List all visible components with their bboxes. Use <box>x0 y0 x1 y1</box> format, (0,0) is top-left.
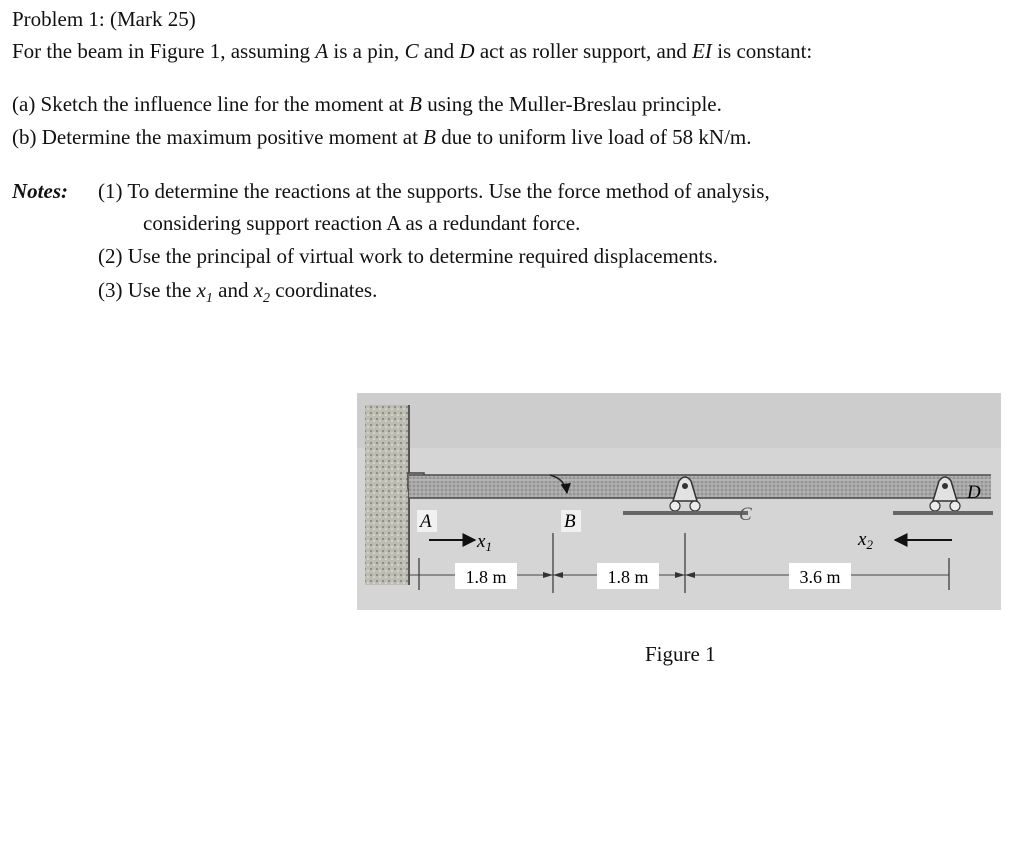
part-b <box>12 124 752 150</box>
note-3 <box>98 277 377 312</box>
note-2: (2) Use the principal of virtual work to determine required displacements. <box>98 244 718 268</box>
label-A: A <box>420 511 432 532</box>
note-1-line-2: considering support reaction A as a redundant force. <box>143 211 581 235</box>
beam <box>409 475 991 498</box>
note-3-sub-1: 1 <box>205 291 213 307</box>
label-C: C <box>739 504 752 525</box>
dimension-1: 1.8 m <box>465 567 507 587</box>
part-a-text-2: using the Muller-Breslau principle. <box>421 92 722 116</box>
note-3-sub-2: 2 <box>263 291 271 307</box>
note-3-text-3: coordinates. <box>270 278 378 302</box>
intro-text-5: is constant: <box>711 39 813 63</box>
note-3-text-1: (3) Use the <box>98 278 197 302</box>
note-3-var-x2: x <box>253 278 264 302</box>
part-b-var-B: B <box>423 125 436 149</box>
intro-var-C: C <box>404 39 419 63</box>
part-a-text-1: (a) Sketch the influence line for the moment at <box>12 92 410 116</box>
intro-text-1: For the beam in Figure 1, assuming <box>12 39 316 63</box>
fixed-wall <box>365 405 409 585</box>
dimension-2: 1.8 m <box>607 567 649 587</box>
problem-intro <box>12 38 812 64</box>
dimension-3: 3.6 m <box>799 567 841 587</box>
intro-var-A: A <box>315 39 329 63</box>
part-b-text-1: (b) Determine the maximum positive moment at <box>12 125 424 149</box>
beam-figure <box>357 393 1001 610</box>
part-a-var-B: B <box>409 92 422 116</box>
notes-label: Notes: <box>12 179 68 203</box>
intro-var-D: D <box>459 39 475 63</box>
note-1-line-1: (1) To determine the reactions at the supports. Use the force method of analysis, <box>98 179 770 203</box>
label-D: D <box>967 482 981 503</box>
intro-text-4: act as roller support, and <box>474 39 693 63</box>
x1-label: $x_1$ <box>477 531 492 554</box>
intro-var-EI: EI <box>692 39 712 63</box>
problem-heading: Problem 1: (Mark 25) <box>12 7 196 31</box>
part-a <box>12 91 722 117</box>
figure-caption: Figure 1 <box>645 642 716 666</box>
intro-text-2: is a pin, <box>328 39 405 63</box>
x2-label: $x_2$ <box>858 529 873 552</box>
intro-text-3: and <box>418 39 460 63</box>
note-3-var-x1: x <box>196 278 206 302</box>
label-B: B <box>564 511 576 532</box>
part-b-text-2: due to uniform live load of 58 kN/m. <box>435 125 752 149</box>
note-3-text-2: and <box>212 278 254 302</box>
